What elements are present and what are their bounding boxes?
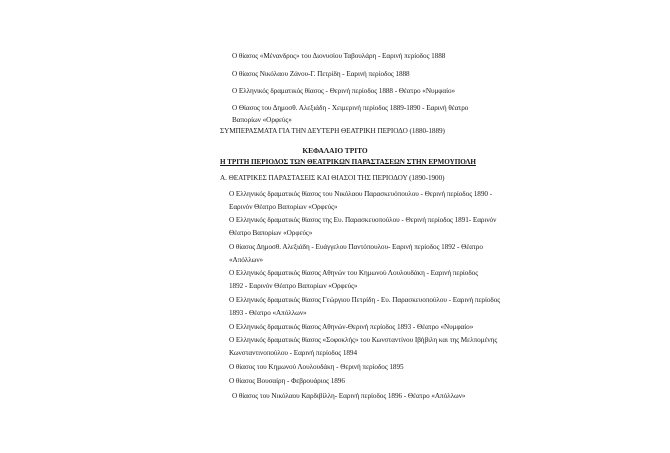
toc-entry: Ο Ελληνικός δραματικός θίασος Αθηνών-Θερινή περίοδος 1893 - Θέατρο «Νυμφαίο» [229,323,474,331]
toc-entry: Ο Ελληνικός δραματικός θίασος - Θερινή περίοδος 1888 - Θέατρο «Νυμφαίο» [232,87,456,95]
toc-entry: Ο Ελληνικός δραματικός θίασος Αθηνών του Κημωνού Λουλουδάκη - Εαρινή περίοδος [229,269,478,277]
toc-entry: Ο θίασος του Κημωνού Λουλουδάκη - Θερινή περίοδος 1895 [229,363,404,371]
toc-entry: Ο Θίασος του Δημοσθ. Αλεξιάδη - Χειμερινή περίοδος 1889-1890 - Εαρινή θέατρο [232,104,469,112]
toc-entry: Ο θίασος Νικόλαου Ζάνου-Γ. Πετρίδη - Εαρινή περίοδος 1888 [232,70,410,78]
toc-entry-continuation: «Απόλλων» [229,256,264,264]
toc-entry-continuation: 1893 - Θέατρο «Απόλλων» [229,309,307,317]
toc-entry: Ο θίασος του Νικόλαου Καρδιβίλλη- Εαρινή περίοδος 1896 - Θέατρο «Απόλλων» [232,392,466,400]
toc-entry-continuation: Εαρινόν Θέατρο Βαπορίων «Ορφεύς» [229,203,338,211]
toc-entry-continuation: Κωνσταντινοπούλου - Εαρινή περίοδος 1894 [229,349,357,357]
toc-entry: Ο Ελληνικός δραματικός θίασος Γεώργιου Πετρίδη - Ευ. Παρασκευοπούλου - Εαρινή περίοδος [229,296,501,304]
chapter-subtitle: Η ΤΡΙΤΗ ΠΕΡΙΟΔΟΣ ΤΩΝ ΘΕΑΤΡΙΚΩΝ ΠΑΡΑΣΤΑΣΕΩΝ ΣΤΗΝ ΕΡΜΟΥΠΟΛΗ [220,158,476,166]
toc-entry: Ο θίασος Βουσαίρη - Φεβρουάριος 1896 [229,377,345,385]
toc-entry: Ο θίασος Δημοσθ. Αλεξιάδη - Ευάγγελου Παντόπουλου- Εαρινή περίοδος 1892 - Θέατρο [229,243,483,251]
section-conclusions: ΣΥΜΠΕΡΑΣΜΑΤΑ ΓΙΑ ΤΗΝ ΔΕΥΤΕΡΗ ΘΕΑΤΡΙΚΗ ΠΕΡΙΟΔΟ (1880-1889) [220,127,445,135]
toc-entry: Ο θίασος «Μένανδρος» του Διονυσίου Ταβουλάρη - Εαρινή περίοδος 1888 [232,52,446,60]
section-heading: Α. ΘΕΑΤΡΙΚΕΣ ΠΑΡΑΣΤΑΣΕΙΣ ΚΑΙ ΘΙΑΣΟΙ ΤΗΣ ΠΕΡΙΟΔΟΥ (1890-1900) [220,174,445,182]
chapter-heading: ΚΕΦΑΛΑΙΟ ΤΡΙΤΟ [302,146,368,155]
toc-entry: Ο Ελληνικός δραματικός θίασος «Σοφοκλής» του Κωνσταντίνου Ιβήβιλη και της Μελπομένης [229,336,498,344]
toc-entry-continuation: 1892 - Εαρινόν Θέατρο Βαπορίων «Ορφεύς» [229,282,358,290]
toc-entry: Ο Ελληνικός δραματικός θίασος του Νικόλαου Παρασκευόπουλου - Θερινή περίοδος 1890 - [229,190,492,198]
toc-entry-continuation: Θέατρο Βαπορίων «Ορφεύς» [229,229,313,237]
toc-entry-continuation: Βαπορίων «Ορφεύς» [232,116,292,124]
toc-entry: Ο Ελληνικός δραματικός θίασος της Ευ. Παρασκευοπούλου - Θερινή περίοδος 1891- Εαρινόν [229,216,497,224]
